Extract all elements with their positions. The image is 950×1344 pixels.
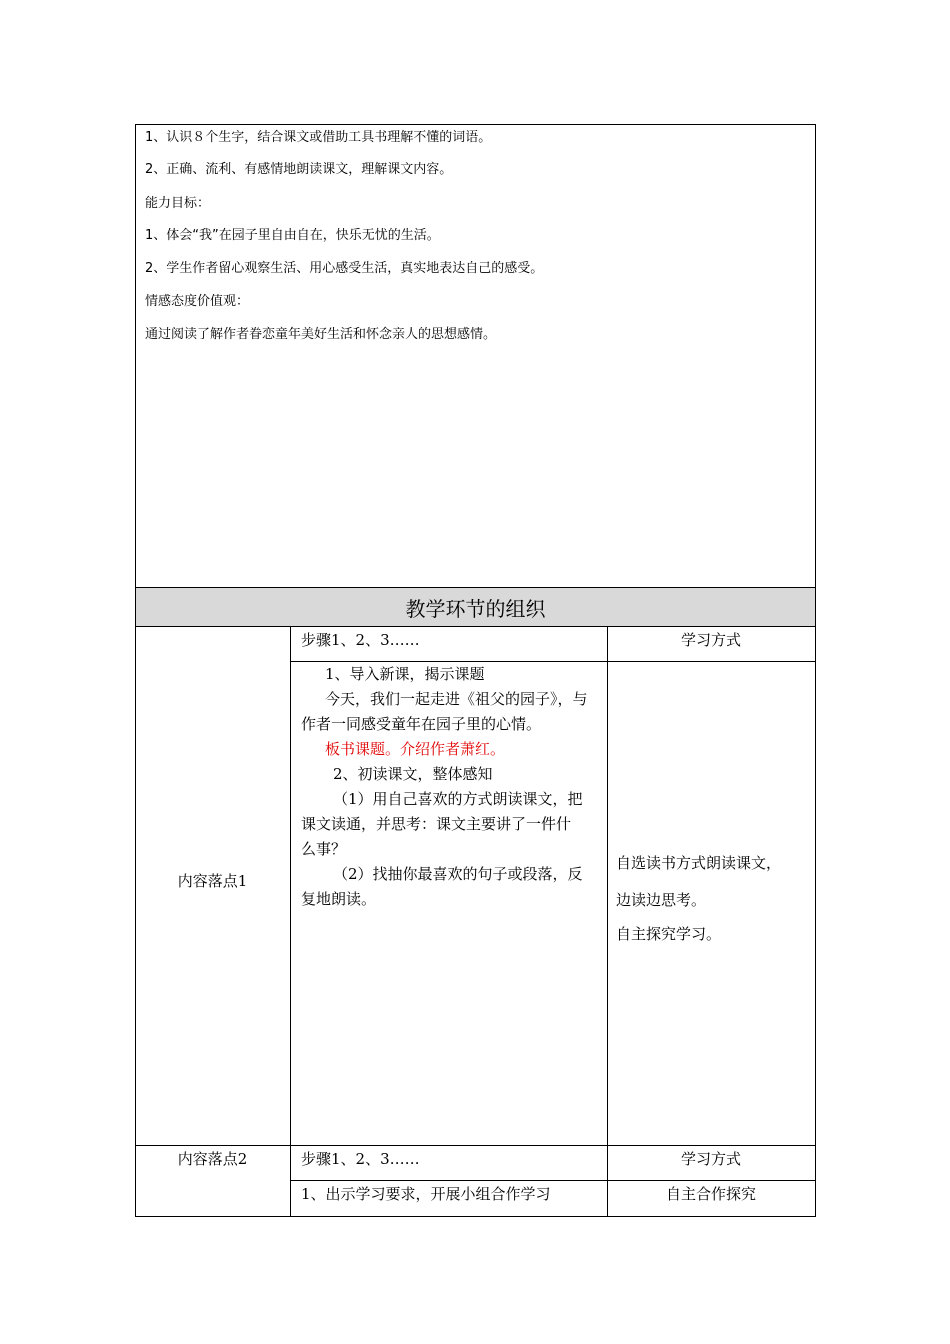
section-title: 教学环节的组织 — [135, 587, 816, 627]
step-line: （2）找抽你最喜欢的句子或段落，反 — [333, 865, 583, 883]
step-line: 1、导入新课，揭示课题 — [325, 665, 485, 683]
steps-header: 步骤1、2、3…… — [301, 1150, 420, 1168]
steps-header: 步骤1、2、3…… — [301, 631, 420, 649]
objective-line: 2、正确、流利、有感情地朗读课文，理解课文内容。 — [145, 162, 453, 177]
objectives-block — [135, 124, 816, 588]
step-line: 作者一同感受童年在园子里的心情。 — [301, 715, 542, 733]
objective-line: 1、体会“我”在园子里自由自在，快乐无忧的生活。 — [145, 228, 440, 243]
content-point-1-label: 内容落点1 — [177, 872, 248, 890]
step-line: 课文读通，并思考：课文主要讲了一件什 — [301, 815, 572, 833]
step-line: （1）用自己喜欢的方式朗读课文，把 — [333, 790, 583, 808]
step-line: 1、出示学习要求，开展小组合作学习 — [301, 1185, 551, 1203]
method-line: 边读边思考。 — [616, 891, 707, 909]
step-line: 么事？ — [301, 840, 347, 858]
ability-goal-heading: 能力目标： — [145, 196, 211, 211]
method-line: 自主探究学习。 — [616, 925, 722, 943]
objective-line: 通过阅读了解作者眷恋童年美好生活和怀念亲人的思想感情。 — [145, 327, 497, 342]
method-header: 学习方式 — [680, 631, 741, 649]
board-note: 板书课题。介绍作者萧红。 — [325, 740, 506, 758]
lesson-table — [135, 626, 816, 1217]
method-line: 自选读书方式朗读课文， — [616, 854, 782, 872]
objective-line: 1、认识８个生字，结合课文或借助工具书理解不懂的词语。 — [145, 130, 492, 145]
objective-line: 2、学生作者留心观察生活、用心感受生活，真实地表达自己的感受。 — [145, 261, 544, 276]
method-header: 学习方式 — [680, 1150, 741, 1168]
step-line: 复地朗读。 — [301, 890, 377, 908]
method-line: 自主合作探究 — [665, 1185, 756, 1203]
step-line: 2、初读课文，整体感知 — [333, 765, 493, 783]
emotion-goal-heading: 情感态度价值观： — [145, 294, 250, 309]
step-line: 今天，我们一起走进《祖父的园子》，与 — [325, 690, 588, 708]
content-point-2-label: 内容落点2 — [177, 1150, 248, 1168]
